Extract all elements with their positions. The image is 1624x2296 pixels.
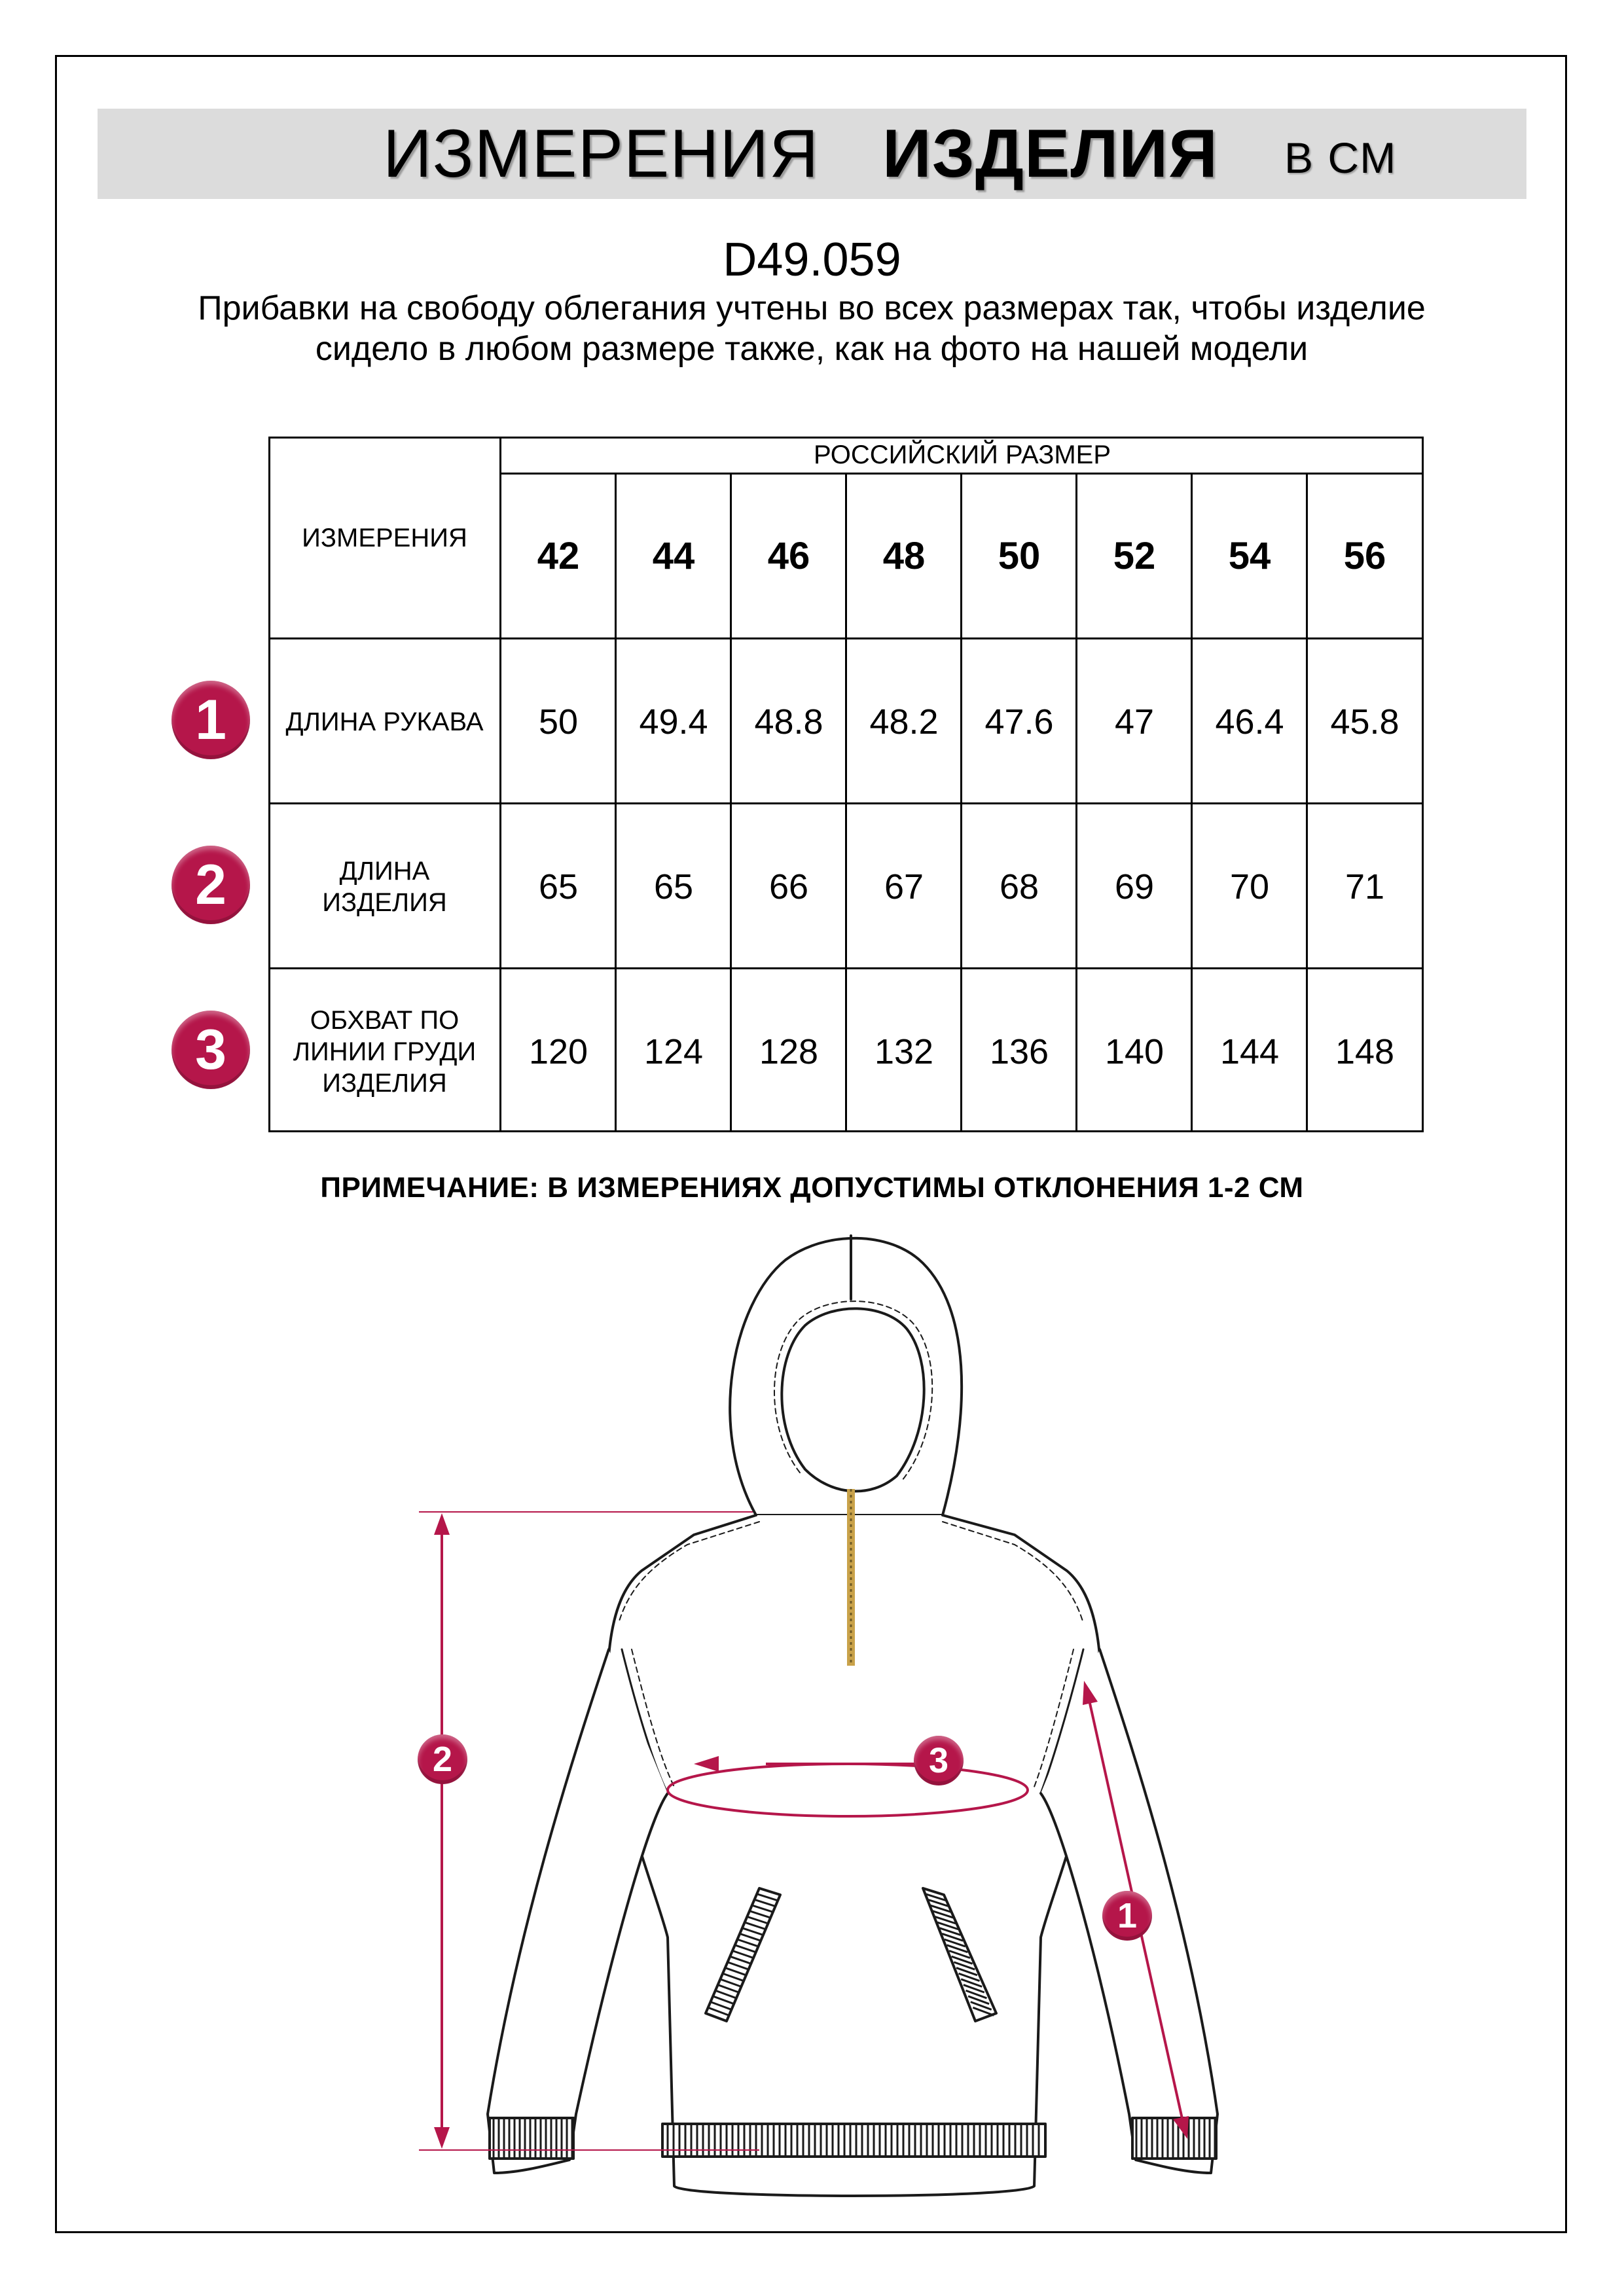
table-cell: 49.4 <box>639 702 708 742</box>
size-header: 50 <box>998 535 1041 577</box>
table-cell: 124 <box>643 1032 704 1071</box>
size-group-header: РОССИЙСКИЙ РАЗМЕР <box>813 440 1111 469</box>
size-header: 52 <box>1113 535 1156 577</box>
measurements-header: ИЗМЕРЕНИЯ <box>302 524 467 552</box>
hoodie-outline <box>488 1236 1218 2196</box>
table-cell: 69 <box>1114 867 1155 906</box>
row-label: ДЛИНА ИЗДЕЛИЯ <box>322 857 447 917</box>
table-cell: 70 <box>1229 867 1270 906</box>
table-cell: 50 <box>538 702 579 742</box>
row-label: ОБХВАТ ПО ЛИНИИ ГРУДИ ИЗДЕЛИЯ <box>293 1006 477 1098</box>
table-cell: 68 <box>999 867 1039 906</box>
size-header: 46 <box>767 535 810 577</box>
size-header: 42 <box>537 535 580 577</box>
table-cell: 120 <box>528 1032 588 1071</box>
tolerance-note: ПРИМЕЧАНИЕ: В ИЗМЕРЕНИЯХ ДОПУСТИМЫ ОТКЛОНЕНИЯ 1-2 СМ <box>320 1172 1304 1204</box>
size-header: 56 <box>1343 535 1386 577</box>
table-cell: 48.2 <box>869 702 939 742</box>
table-cell: 128 <box>759 1032 819 1071</box>
size-header: 54 <box>1228 535 1271 577</box>
diagram-marker-2: 2 <box>418 1734 467 1784</box>
table-cell: 148 <box>1335 1032 1395 1071</box>
title-product: ИЗДЕЛИЯ <box>882 116 1218 192</box>
table-cell: 144 <box>1219 1032 1280 1071</box>
row-marker-3: 3 <box>171 1011 250 1089</box>
title-measurements: ИЗМЕРЕНИЯ <box>383 116 820 192</box>
article-number: D49.059 <box>723 234 901 286</box>
diagram-marker-3: 3 <box>914 1736 964 1785</box>
table-cell: 47.6 <box>984 702 1054 742</box>
table-cell: 48.8 <box>754 702 823 742</box>
row-marker-2: 2 <box>171 846 250 924</box>
table-cell: 66 <box>768 867 809 906</box>
row-marker-1: 1 <box>171 681 250 759</box>
table-cell: 65 <box>653 867 694 906</box>
table-cell: 132 <box>874 1032 934 1071</box>
size-header: 44 <box>652 535 695 577</box>
table-cell: 136 <box>989 1032 1049 1071</box>
row-label: ДЛИНА РУКАВА <box>285 708 484 736</box>
table-cell: 45.8 <box>1330 702 1399 742</box>
table-cell: 47 <box>1114 702 1155 742</box>
size-header: 48 <box>882 535 926 577</box>
table-cell: 140 <box>1104 1032 1164 1071</box>
table-cell: 46.4 <box>1215 702 1284 742</box>
table-cell: 65 <box>538 867 579 906</box>
diagram-marker-1: 1 <box>1102 1891 1152 1941</box>
table-cell: 67 <box>884 867 924 906</box>
title-unit: В СМ <box>1284 134 1398 182</box>
table-cell: 71 <box>1344 867 1385 906</box>
fit-description: Прибавки на свободу облегания учтены во всех размерах так, чтобы изделие сидело в любом размере также, как на фото на нашей модели <box>198 289 1426 368</box>
